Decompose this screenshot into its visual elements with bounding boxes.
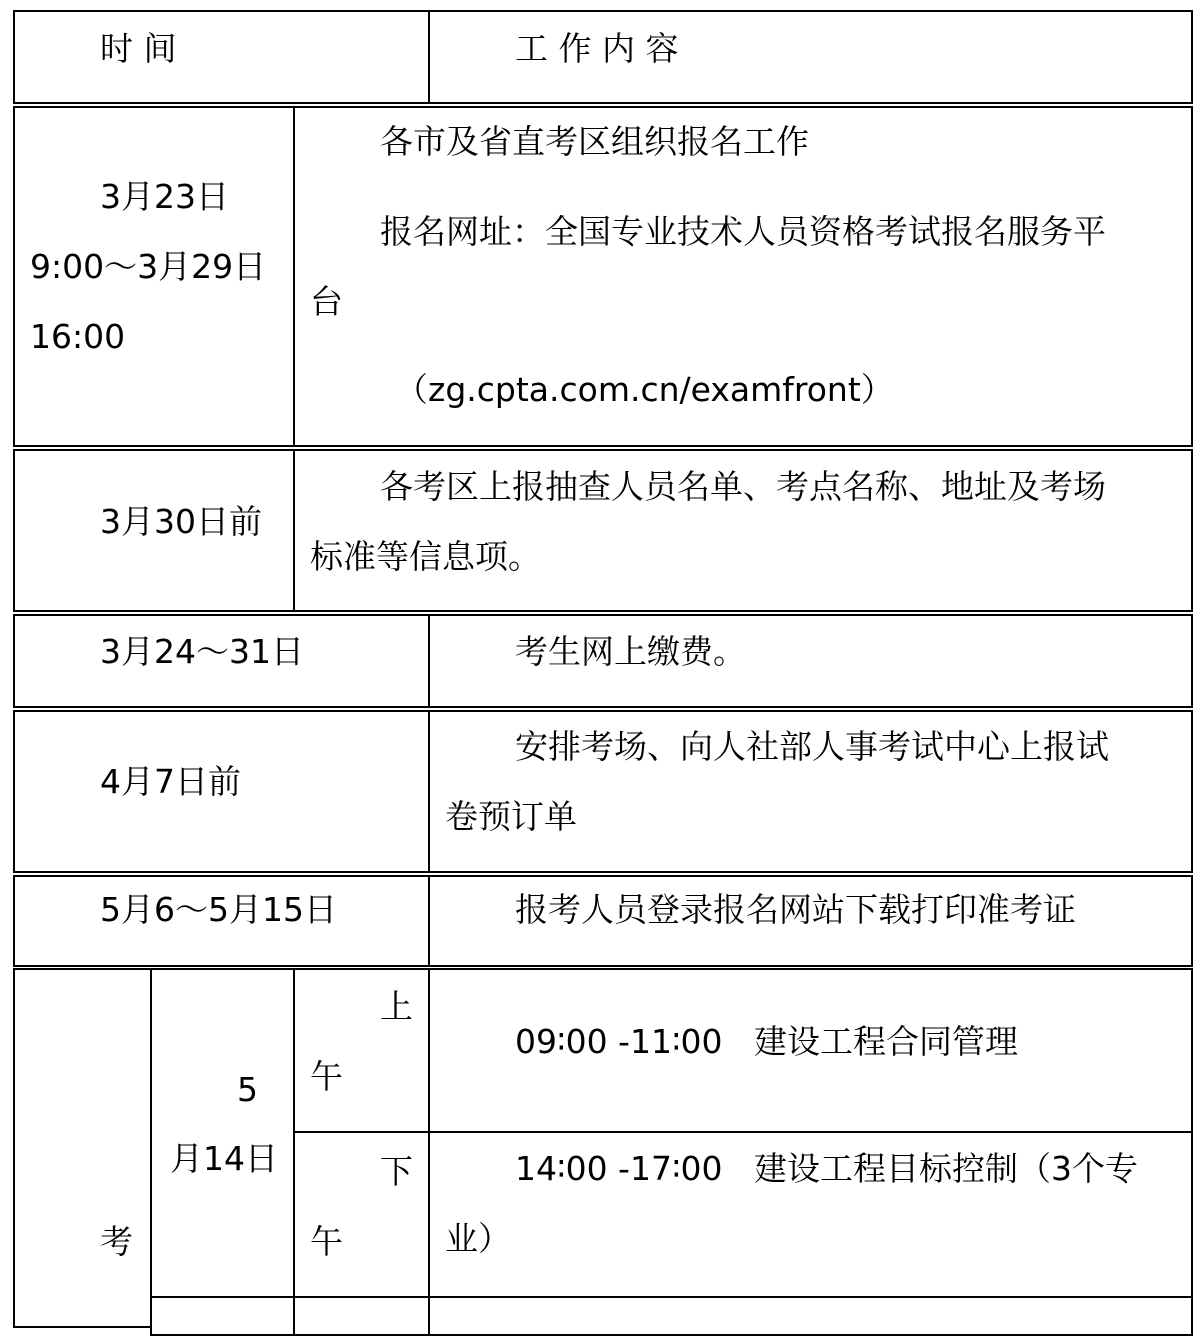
exam-next-content-cell (428, 1296, 1193, 1336)
header-content-label: 工 作 内 容 (515, 29, 679, 68)
row2-content-line2: 标准等信息项。 (310, 537, 541, 576)
row4-time: 4月7日前 (100, 762, 241, 801)
exam-date-line1: 5 (237, 1070, 258, 1109)
exam-next-date-cell (150, 1296, 295, 1336)
row4-content-line2: 卷预订单 (445, 797, 577, 836)
exam-next-period-cell (293, 1296, 430, 1336)
exam-am-period-line1: 上 (380, 987, 413, 1026)
exam-pm-period-line2: 午 (310, 1222, 343, 1261)
exam-date-line2: 月14日 (170, 1139, 278, 1178)
exam-pm-content-line2: 业） (445, 1219, 511, 1258)
row1-content-line4: （zg.cpta.com.cn/examfront） (395, 370, 894, 409)
row3-time: 3月24～31日 (100, 632, 304, 671)
row2-time: 3月30日前 (100, 502, 262, 541)
exam-label-cell (13, 968, 152, 1328)
exam-pm-period-line1: 下 (380, 1152, 413, 1191)
exam-label: 考 (100, 1222, 133, 1261)
exam-am-period-line2: 午 (310, 1057, 343, 1096)
exam-am-content: 09∶00 -11∶00 建设工程合同管理 (515, 1022, 1019, 1061)
row4-content-line1: 安排考场、向人社部人事考试中心上报试 (515, 727, 1109, 766)
row1-time-line3: 16:00 (30, 317, 126, 356)
row1-time-line1: 3月23日 (100, 177, 229, 216)
exam-pm-content-line1: 14∶00 -17∶00 建设工程目标控制（3个专 (515, 1149, 1139, 1188)
row5-content: 报考人员登录报名网站下载打印准考证 (515, 890, 1076, 929)
header-time-label: 时 间 (100, 29, 177, 68)
row3-content: 考生网上缴费。 (515, 632, 746, 671)
header-time-cell (13, 10, 430, 104)
row1-time-line2: 9:00～3月29日 (30, 247, 267, 286)
row5-time: 5月6～5月15日 (100, 890, 337, 929)
exam-date-cell (150, 968, 295, 1298)
row1-content-line3: 台 (310, 282, 343, 321)
row2-content-line1: 各考区上报抽查人员名单、考点名称、地址及考场 (380, 467, 1106, 506)
row1-content-line1: 各市及省直考区组织报名工作 (380, 122, 809, 161)
row1-content-line2: 报名网址：全国专业技术人员资格考试报名服务平 (380, 212, 1106, 251)
